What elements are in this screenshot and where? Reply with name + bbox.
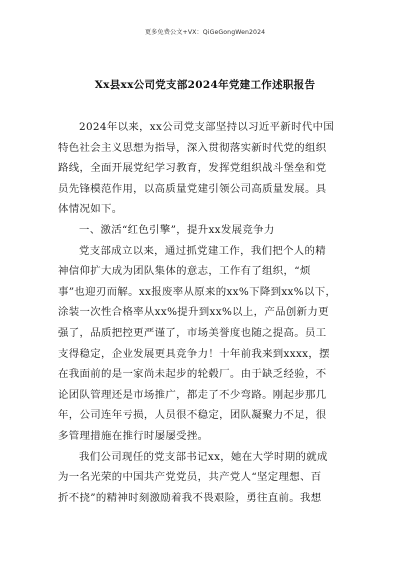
text-line: 为一名光荣的中国共产党党员，共产党人“坚定理想、百 <box>58 471 322 484</box>
text-line: 折不挠”的精神时刻激励着我不畏艰险，勇往直前。我想 <box>58 491 322 504</box>
paragraph-body <box>58 447 356 509</box>
text-line: 员先锋模范作用，以高质量党建引领公司高质量发展。具 <box>58 182 327 195</box>
text-line: 在我面前的是一家尚未起步的轮毂厂。由于缺乏经验，不 <box>58 368 327 381</box>
text-line: 党支部成立以来，通过抓党建工作，我们把个人的精 <box>79 244 327 257</box>
document-title: Xx县xx公司党支部2024年党建工作述职报告 <box>94 79 316 91</box>
text-line: 我们公司现任的党支部书记xx，她在大学时期的就成 <box>79 450 328 463</box>
text-line: 体情况如下。 <box>58 203 123 216</box>
text-line: 涂装一次性合格率从xx%提升到xx%以上，产品创新力更 <box>58 306 329 319</box>
text-line: 2024年以来，xx公司党支部坚持以习近平新时代中国 <box>79 121 335 133</box>
text-line: 多管理措施在推行时屡屡受挫。 <box>58 429 209 442</box>
section-heading <box>58 220 356 241</box>
text-line: 事”也迎刃而解。xx报废率从原来的xx%下降到xx%以下， <box>58 285 337 298</box>
paragraph-body <box>58 241 356 447</box>
page-header-note: 更多免费公文+VX：QiGeGongWen2024 <box>144 29 266 36</box>
text-line: 路线，全面开展党纪学习教育，发挥党组织战斗堡垒和党 <box>58 162 327 175</box>
section-heading-text: 一、激活“红色引擎”，提升xx发展竞争力 <box>79 223 275 236</box>
text-line: 年，公司连年亏损，人员很不稳定，团队凝聚力不足，很 <box>58 409 327 422</box>
text-line: 特色社会主义思想为指导，深入贯彻落实新时代党的组织 <box>58 141 327 154</box>
text-line: 支得稳定，企业发展更具竞争力！十年前我来到xxxx，摆 <box>58 347 330 360</box>
paragraph-intro <box>58 117 356 220</box>
text-line: 神信仰扩大成为团队集体的意志，工作有了组织，“烦 <box>58 265 311 278</box>
text-line: 强了，品质把控更严谨了，市场美誉度也随之提高。员工 <box>58 326 327 339</box>
text-line: 论团队管理还是市场推广，都走了不少弯路。刚起步那几 <box>58 388 327 401</box>
document-body <box>58 117 356 508</box>
